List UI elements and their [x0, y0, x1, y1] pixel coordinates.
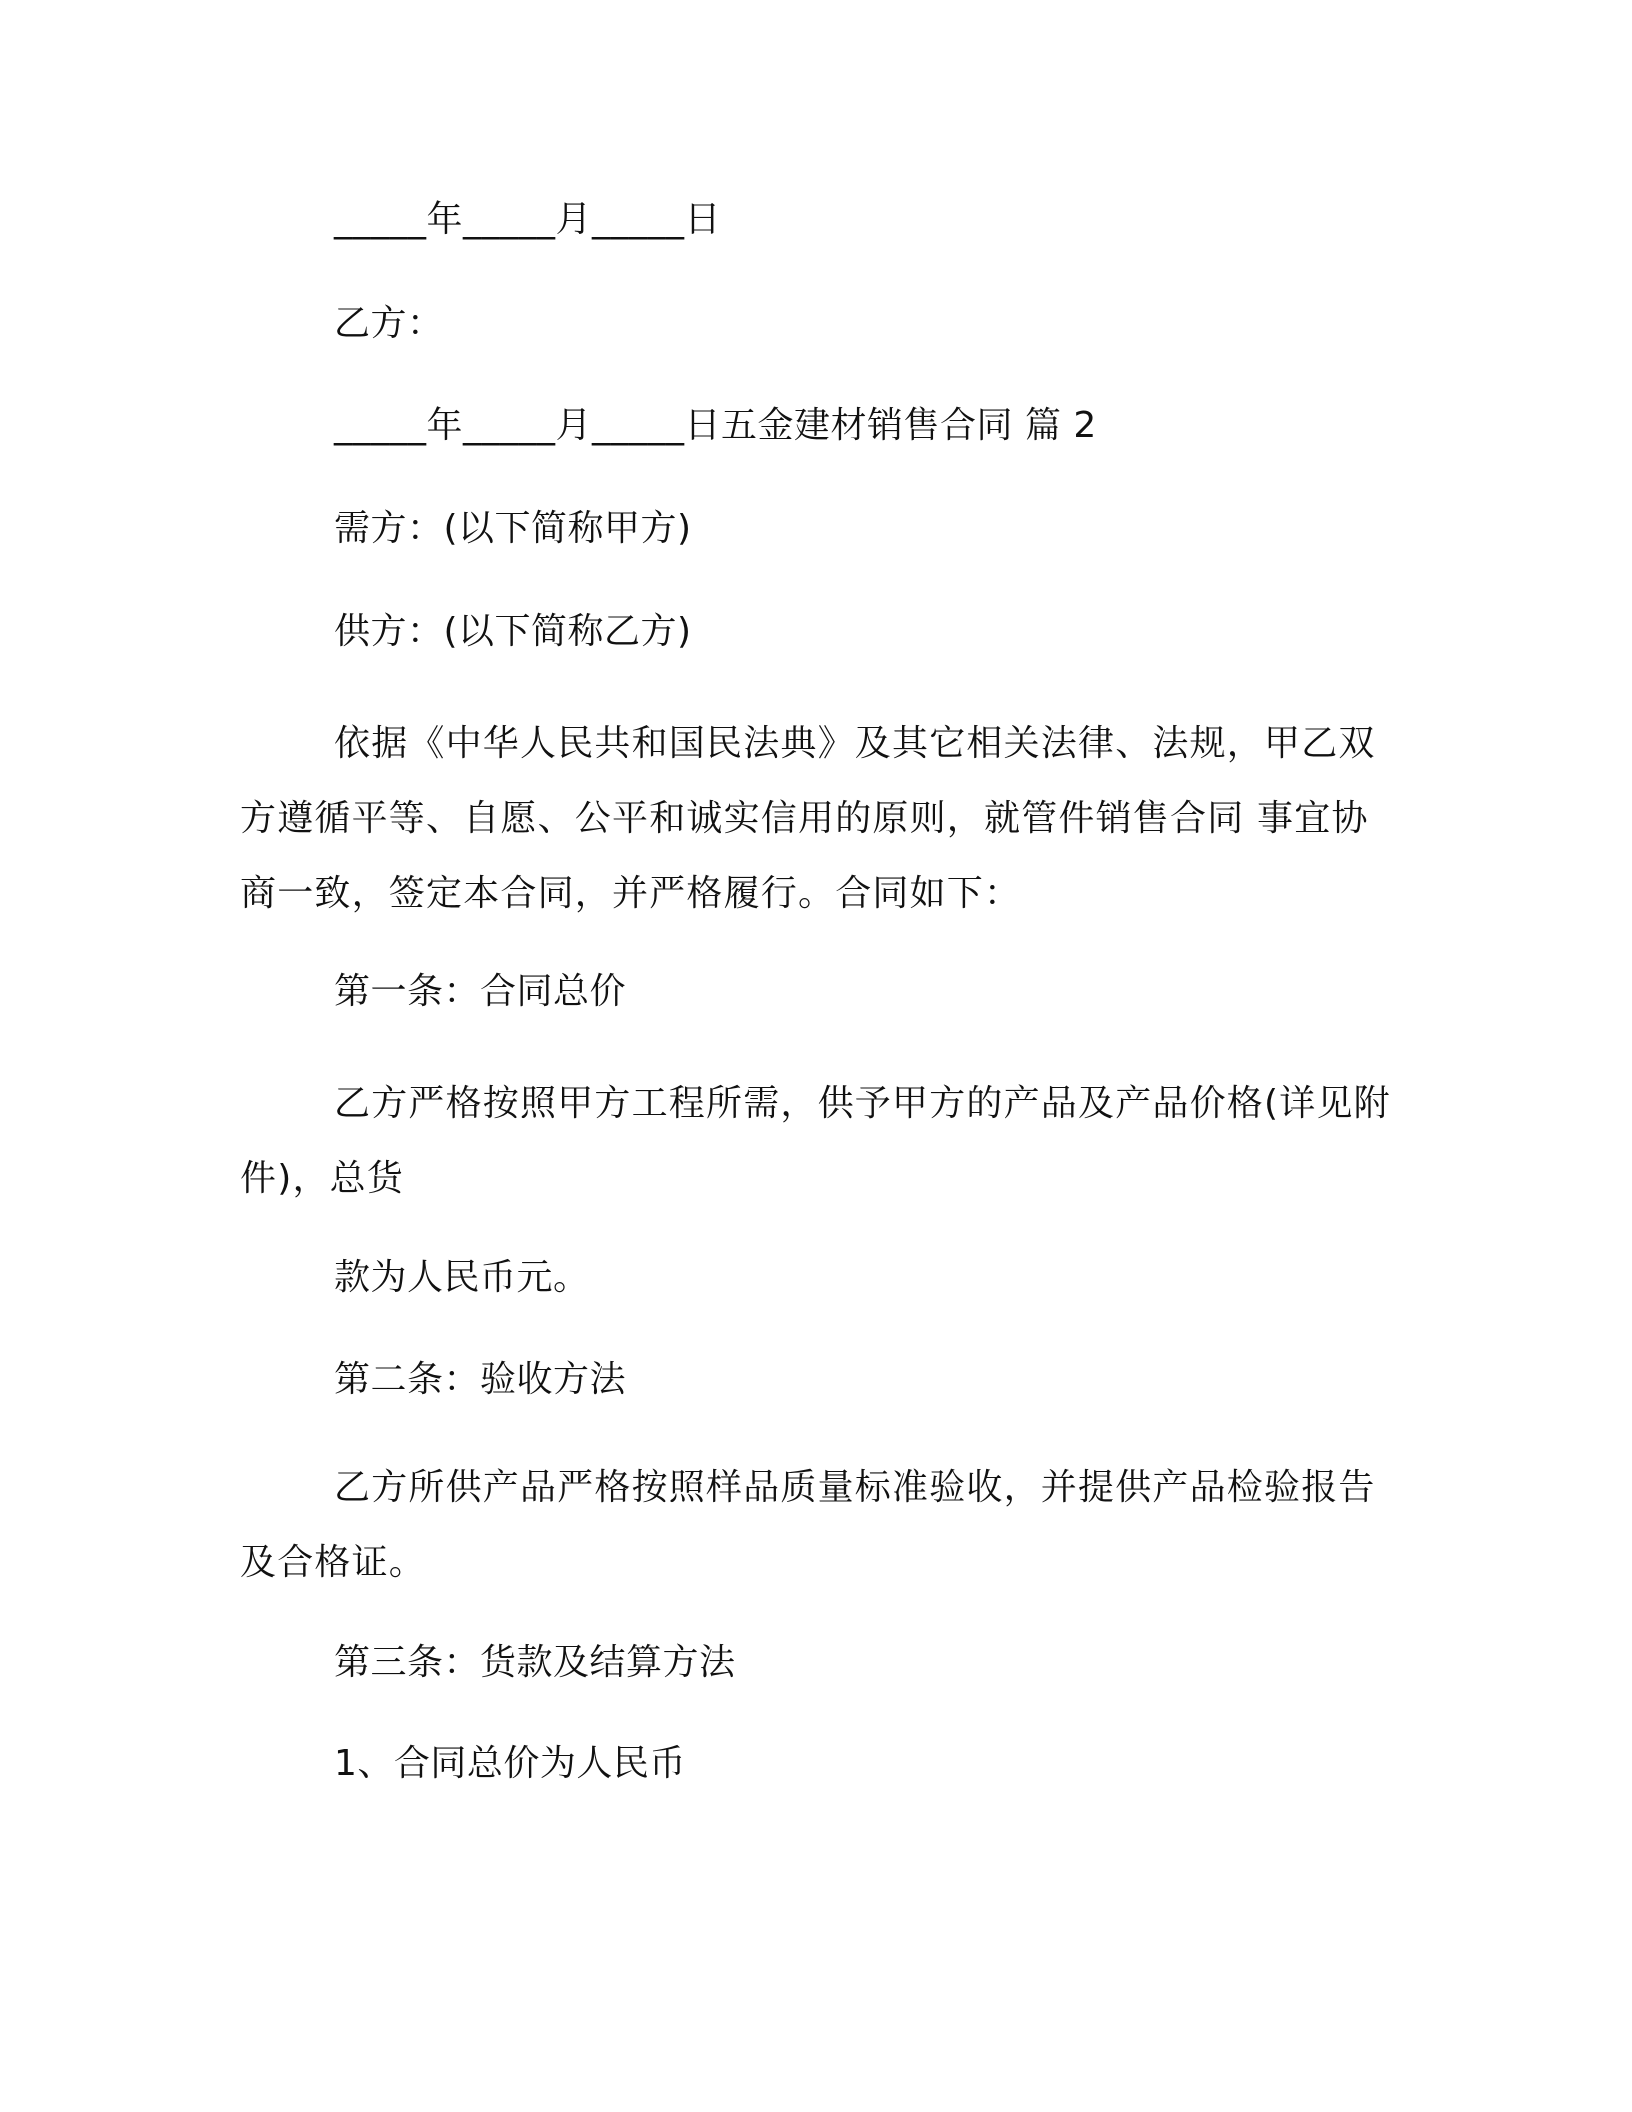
date-line: _____年_____月_____日 [334, 199, 722, 240]
article-2-paragraph: 乙方所供产品严格按照样品质量标准验收，并提供产品检验报告及合格证。 [240, 1467, 1376, 1583]
article-1-amount-line: 款为人民币元。 [334, 1257, 590, 1298]
buyer-line: 需方：(以下简称甲方) [334, 508, 692, 549]
contract-title-line: _____年_____月_____日五金建材销售合同 篇 2 [334, 405, 1097, 446]
article-3-heading: 第三条：货款及结算方法 [334, 1642, 736, 1683]
party-b-label: 乙方： [334, 303, 444, 344]
supplier-line: 供方：(以下简称乙方) [334, 611, 692, 652]
intro-paragraph: 依据《中华人民共和国民法典》及其它相关法律、法规，甲乙双方遵循平等、自愿、公平和诚实信用的原则，就管件销售合同 事宜协商一致，签定本合同，并严格履行。合同如下： [240, 723, 1376, 914]
article-1-paragraph: 乙方严格按照甲方工程所需，供予甲方的产品及产品价格(详见附件)，总货 [240, 1083, 1391, 1199]
article-2-heading: 第二条：验收方法 [334, 1359, 627, 1400]
article-3-item-1: 1、合同总价为人民币 [334, 1743, 686, 1784]
article-1-heading: 第一条：合同总价 [334, 971, 627, 1012]
